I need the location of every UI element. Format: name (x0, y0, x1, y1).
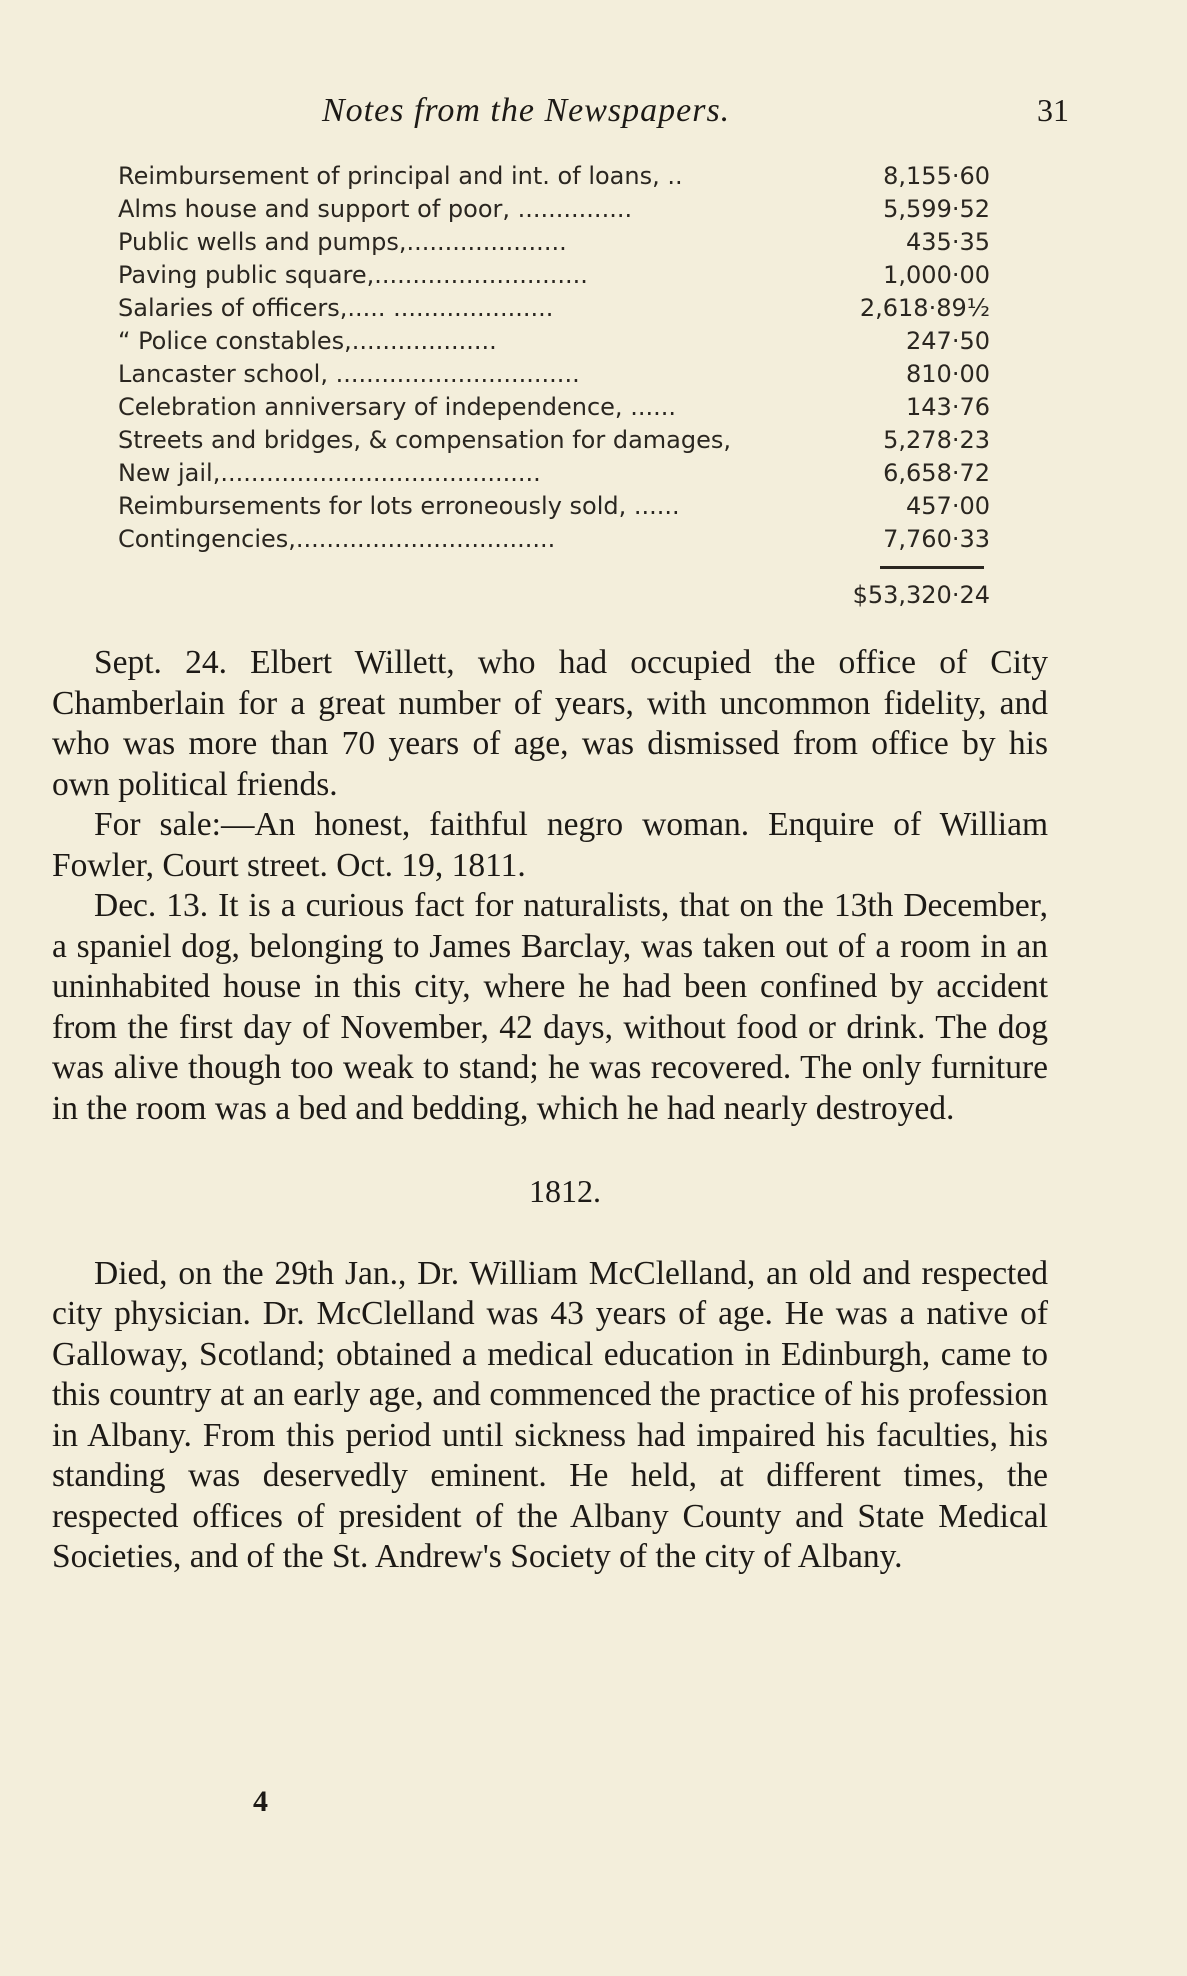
signature-mark: 4 (253, 1785, 268, 1818)
expense-row (118, 391, 990, 424)
expense-label: Reimbursements for lots erroneously sold, ...... (118, 492, 680, 520)
expense-amount: 5,599·52 (883, 195, 990, 223)
expense-label: Contingencies,.................................. (118, 525, 556, 553)
expense-row (118, 523, 990, 556)
expense-total: $53,320·24 (852, 581, 990, 609)
expense-row (118, 490, 990, 523)
expense-amount: 1,000·00 (883, 261, 990, 289)
expense-amount: 7,760·33 (883, 525, 990, 553)
expense-row (118, 358, 990, 391)
expense-amount: 435·35 (906, 228, 990, 256)
expense-label: Public wells and pumps,..................... (118, 228, 567, 256)
expense-amount: 143·76 (906, 393, 990, 421)
expense-row (118, 292, 990, 325)
total-rule (880, 566, 984, 569)
expense-amount: 8,155·60 (883, 162, 990, 190)
running-head (52, 92, 1069, 132)
expense-row (118, 259, 990, 292)
expense-row (118, 160, 990, 193)
expense-amount: 810·00 (906, 360, 990, 388)
expense-label: Salaries of officers,..... ..................... (118, 294, 554, 322)
expense-amount: 457·00 (906, 492, 990, 520)
expense-label: Streets and bridges, & compensation for damages, (118, 426, 732, 454)
expense-amount: 247·50 (906, 327, 990, 355)
expense-label: Alms house and support of poor, ............... (118, 195, 633, 223)
expense-label: Paving public square,............................ (118, 261, 588, 289)
paragraph: Died, on the 29th Jan., Dr. William McClelland, an old and respected city physician. Dr. McClelland was 43 years of age. He was a native of Galloway, Scotland; obtained a medical education in Edinburgh, came to this country at an early age, and commenced the practice of his profession in Albany. From this period until sickness had impaired his faculties, his standing was deservedly eminent. He held, at different times, the respected offices of president of the Albany County and State Medical Societies, and of the St. Andrew's Society of the city of Albany. (52, 1254, 1048, 1575)
paragraph: Dec. 13. It is a curious fact for naturalists, that on the 13th December, a spaniel dog, belonging to James Barclay, was taken out of a room in an uninhabited house in this city, where he had been confined by accident from the first day of November, 42 days, without food or drink. The dog was alive though too weak to stand; he was recovered. The only furniture in the room was a bed and bedding, which he had nearly destroyed. (52, 887, 1048, 1127)
expense-label: New jail,.......................................... (118, 459, 541, 487)
expense-row (118, 424, 990, 457)
body-text (52, 643, 1048, 1578)
expense-label: Celebration anniversary of independence, ...... (118, 393, 676, 421)
expense-row (118, 457, 990, 490)
expense-amount: 5,278·23 (883, 426, 990, 454)
expense-amount: 2,618·89½ (859, 294, 990, 322)
running-title: Notes from the Newspapers. (322, 92, 731, 129)
page-number: 31 (1037, 92, 1069, 128)
expense-label: “ Police constables,................... (118, 327, 497, 355)
paragraph: Sept. 24. Elbert Willett, who had occupied the office of City Chamberlain for a great number of years, with uncommon fidelity, and who was more than 70 years of age, was dismissed from office by his own political friends. (52, 644, 1048, 803)
expense-row (118, 226, 990, 259)
expense-amount: 6,658·72 (883, 459, 990, 487)
expense-label: Reimbursement of principal and int. of loans, .. (118, 162, 683, 190)
year-heading: 1812. (529, 1173, 601, 1209)
paragraph: For sale:—An honest, faithful negro woman. Enquire of William Fowler, Court street. Oct. 19, 1811. (52, 806, 1048, 884)
expense-table (118, 160, 990, 609)
expense-row (118, 193, 990, 226)
expense-row (118, 325, 990, 358)
expense-label: Lancaster school, ................................ (118, 360, 580, 388)
